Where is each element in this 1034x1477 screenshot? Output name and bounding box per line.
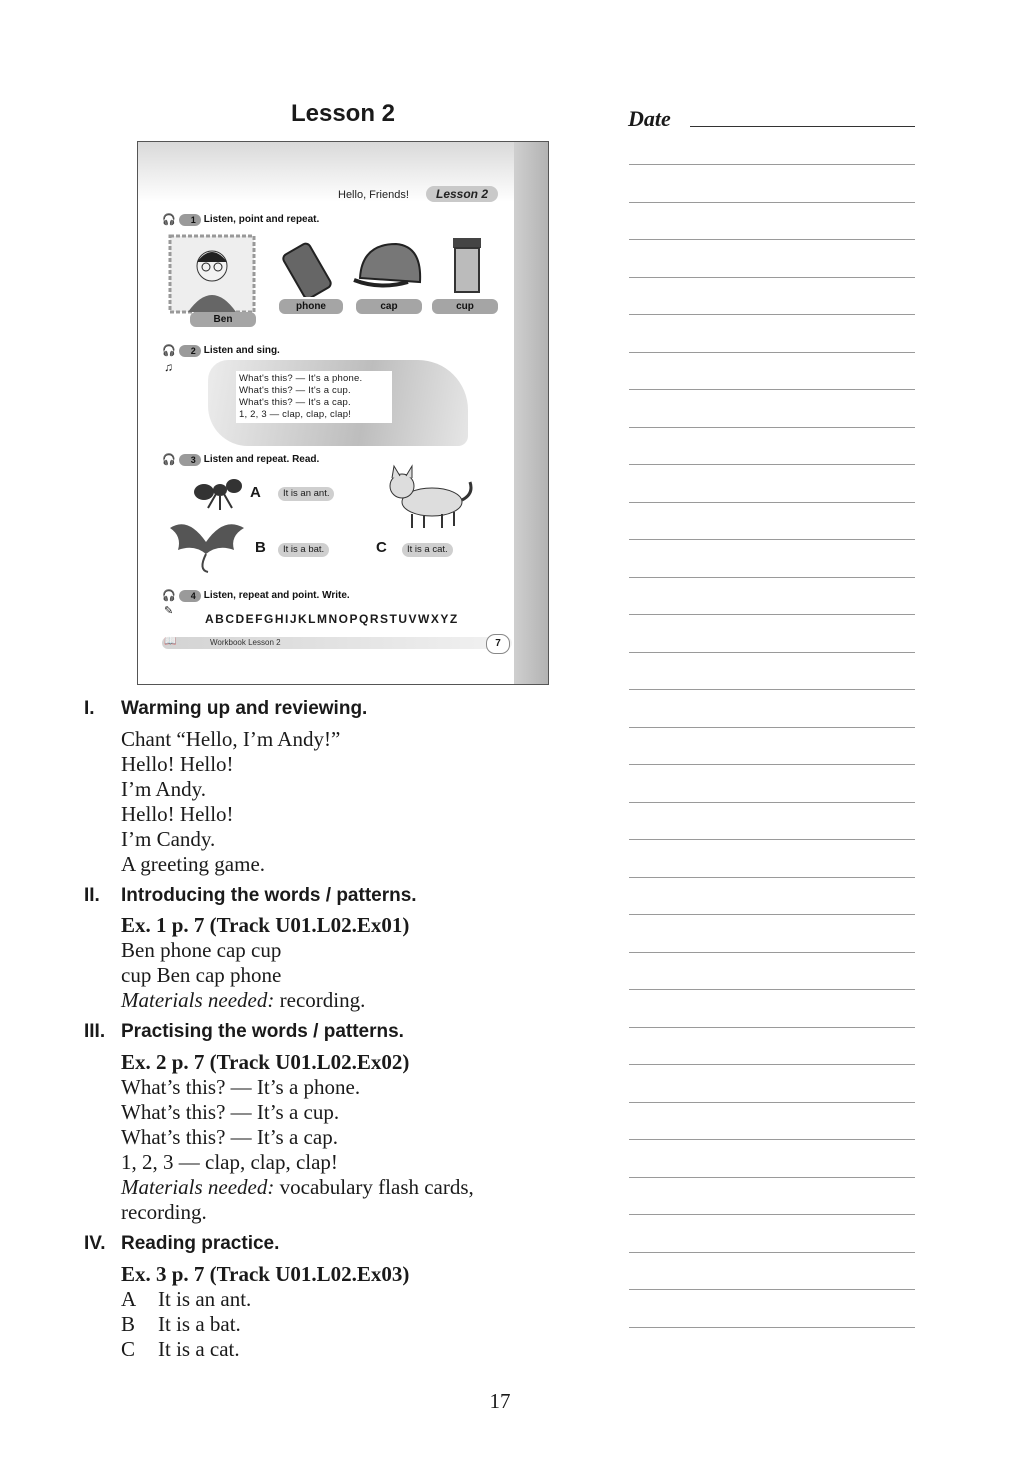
plan-line — [121, 988, 365, 1013]
page-number: 17 — [489, 1389, 511, 1413]
alphabet-row: ABCDEFGHIJKLMNOPQRSTUVWXYZ — [205, 612, 459, 626]
pencil-icon: ✎ — [164, 605, 174, 617]
plan-line — [121, 1125, 338, 1150]
plan-line — [121, 1287, 251, 1312]
plan-line — [121, 963, 281, 988]
item-letter-b: B — [255, 539, 266, 556]
plan-line — [121, 1200, 207, 1225]
note-line[interactable] — [629, 1252, 915, 1253]
exercise-title: Listen and sing. — [203, 345, 280, 356]
note-line[interactable] — [629, 764, 915, 765]
exercise-reference — [121, 1050, 409, 1075]
note-line[interactable] — [629, 314, 915, 315]
exercise-number: 2 — [179, 345, 201, 357]
plan-line — [121, 802, 234, 827]
exercise-1-heading — [162, 213, 319, 226]
headphones-icon: 🎧 — [162, 345, 176, 357]
exercise-4-heading — [162, 589, 350, 602]
exercise-2-heading — [162, 344, 280, 357]
note-line[interactable] — [629, 1289, 915, 1290]
note-line[interactable] — [629, 1214, 915, 1215]
bat-icon — [168, 514, 246, 574]
plan-line — [121, 1075, 360, 1100]
line-text: Ex. 3 p. 7 (Track U01.L02.Ex03) — [121, 1262, 410, 1286]
section-numeral: I. — [84, 698, 95, 719]
note-line[interactable] — [629, 1327, 915, 1328]
line-text: A greeting game. — [121, 852, 266, 876]
plan-line — [121, 1100, 339, 1125]
song-line: What's this? — It's a phone. — [239, 373, 363, 384]
note-line[interactable] — [629, 839, 915, 840]
line-text: cup Ben cap phone — [121, 963, 282, 987]
headphones-icon: 🎧 — [162, 454, 176, 466]
date-label: Date — [628, 106, 671, 131]
line-text: I’m Candy. — [121, 827, 216, 851]
note-line[interactable] — [629, 1064, 915, 1065]
song-line: 1, 2, 3 — clap, clap, clap! — [239, 409, 352, 420]
textbook-page-number: 7 — [486, 634, 510, 654]
note-line[interactable] — [629, 1177, 915, 1178]
ant-icon — [190, 472, 245, 512]
note-line[interactable] — [629, 277, 915, 278]
date-input-line[interactable] — [690, 126, 915, 127]
line-text: Ben phone cap cup — [121, 938, 282, 962]
headphones-icon: 🎧 — [162, 590, 176, 602]
sentence-b: It is a bat. — [278, 543, 329, 557]
line-text: It is an ant. — [158, 1287, 252, 1311]
section-numeral: IV. — [84, 1233, 106, 1254]
line-text: Ex. 1 p. 7 (Track U01.L02.Ex01) — [121, 913, 410, 937]
section-heading: Reading practice. — [121, 1233, 280, 1254]
exercise-title: Listen, point and repeat. — [203, 214, 320, 225]
plan-line — [121, 938, 281, 963]
line-text: I’m Andy. — [121, 777, 206, 801]
line-text: What’s this? — It’s a cap. — [121, 1125, 338, 1149]
exercise-number: 1 — [179, 214, 201, 226]
plan-line — [121, 1150, 338, 1175]
line-text: What’s this? — It’s a phone. — [121, 1075, 361, 1099]
line-text: recording. — [121, 1200, 207, 1224]
exercise-number: 4 — [179, 590, 201, 602]
item-letter-a: A — [250, 484, 261, 501]
phone-icon — [278, 242, 340, 297]
line-text: It is a cat. — [158, 1337, 240, 1361]
plan-line — [121, 752, 234, 777]
section-numeral: III. — [84, 1021, 106, 1042]
ben-portrait-icon — [168, 234, 256, 314]
note-line[interactable] — [629, 389, 915, 390]
plan-line — [121, 827, 215, 852]
line-text: Hello! Hello! — [121, 802, 234, 826]
note-line[interactable] — [629, 652, 915, 653]
note-line[interactable] — [629, 464, 915, 465]
note-line[interactable] — [629, 914, 915, 915]
music-note-icon: ♫ — [164, 360, 173, 374]
song-line: What's this? — It's a cup. — [239, 385, 351, 396]
note-line[interactable] — [629, 577, 915, 578]
plan-line — [121, 1337, 240, 1362]
word-label-cap: cap — [356, 299, 422, 314]
note-line[interactable] — [629, 614, 915, 615]
word-label-phone: phone — [279, 299, 343, 314]
sentence-c: It is a cat. — [402, 543, 453, 557]
textbook-side-strip — [514, 142, 548, 684]
section-numeral: II. — [84, 885, 100, 906]
note-line[interactable] — [629, 952, 915, 953]
note-line[interactable] — [629, 502, 915, 503]
item-letter-c: C — [376, 539, 387, 556]
textbook-header: Hello, Friends! — [338, 189, 409, 201]
line-text: What’s this? — It’s a cup. — [121, 1100, 340, 1124]
sentence-a: It is an ant. — [278, 487, 334, 501]
textbook-footer: Workbook Lesson 2 — [162, 637, 512, 649]
line-text: Ex. 2 p. 7 (Track U01.L02.Ex02) — [121, 1050, 410, 1074]
plan-line — [121, 1312, 241, 1337]
exercise-3-heading — [162, 453, 319, 466]
cap-icon — [350, 238, 425, 293]
textbook-page — [137, 141, 549, 685]
section-heading: Introducing the words / patterns. — [121, 885, 417, 906]
item-letter: B — [121, 1312, 136, 1336]
exercise-reference — [121, 1262, 409, 1287]
note-line[interactable] — [629, 1139, 915, 1140]
note-line[interactable] — [629, 539, 915, 540]
note-line[interactable] — [629, 239, 915, 240]
materials-label: Materials needed: — [121, 1175, 275, 1199]
note-line[interactable] — [629, 802, 915, 803]
exercise-title: Listen, repeat and point. Write. — [203, 590, 350, 601]
word-label-ben: Ben — [190, 312, 256, 327]
song-line: What's this? — It's a cap. — [239, 397, 351, 408]
materials-label: Materials needed: — [121, 988, 275, 1012]
exercise-number: 3 — [179, 454, 201, 466]
book-icon: 📖 — [164, 636, 177, 647]
section-heading: Practising the words / patterns. — [121, 1021, 404, 1042]
note-line[interactable] — [629, 164, 915, 165]
note-line[interactable] — [629, 1102, 915, 1103]
note-line[interactable] — [629, 727, 915, 728]
headphones-icon: 🎧 — [162, 214, 176, 226]
note-line[interactable] — [629, 202, 915, 203]
word-label-cup: cup — [432, 299, 498, 314]
song-lyrics — [236, 371, 392, 423]
line-text: Chant “Hello, I’m Andy!” — [121, 727, 341, 751]
plan-line — [121, 852, 265, 877]
note-line[interactable] — [629, 352, 915, 353]
line-text: recording. — [274, 988, 366, 1012]
plan-line — [121, 777, 206, 802]
note-line[interactable] — [629, 1027, 915, 1028]
note-line[interactable] — [629, 989, 915, 990]
item-letter: C — [121, 1337, 136, 1361]
plan-line — [121, 1175, 474, 1200]
cat-icon — [384, 464, 474, 530]
cup-icon — [443, 234, 493, 296]
exercise-reference — [121, 913, 409, 938]
note-line[interactable] — [629, 877, 915, 878]
line-text: Hello! Hello! — [121, 752, 234, 776]
section-heading: Warming up and reviewing. — [121, 698, 368, 719]
line-text: It is a bat. — [158, 1312, 241, 1336]
note-line[interactable] — [629, 689, 915, 690]
line-text: 1, 2, 3 — clap, clap, clap! — [121, 1150, 338, 1174]
textbook-lesson-tag: Lesson 2 — [426, 186, 498, 202]
line-text: vocabulary flash cards, — [274, 1175, 474, 1199]
note-line[interactable] — [629, 427, 915, 428]
exercise-title: Listen and repeat. Read. — [203, 454, 320, 465]
lesson-title: Lesson 2 — [290, 100, 396, 127]
item-letter: A — [121, 1287, 137, 1311]
plan-line — [121, 727, 340, 752]
